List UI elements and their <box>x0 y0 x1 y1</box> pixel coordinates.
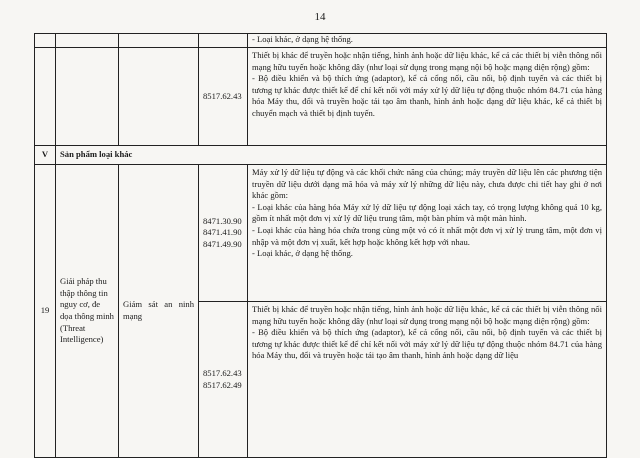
description-line: - Bộ điều khiển và bộ thích ứng (adaptor), kể cả cổng nối, cầu nối, bộ định tuyến và các thiết bị tương tự khác được thiết kế để chỉ kết nối với máy xử lý dữ liệu tự động thuộc nhóm 84.71 của hàng hóa Máy thu, đổi và truyền hoặc tái tạo âm thanh, hình ảnh hoặc dạng dữ liệu <box>252 327 602 361</box>
product-name: Giải pháp thu thập thông tin nguy cơ, đe dọa thông minh (Threat Intelligence) <box>56 165 119 458</box>
description-line: Thiết bị khác để truyền hoặc nhận tiếng, hình ảnh hoặc dữ liệu khác, kể cả các thiết bị viễn thông nối mạng hữu tuyến hoặc không dây (như loại sử dụng trong mạng nội bộ hoặc mạng diện rộng) gồm: <box>252 304 602 326</box>
description-line: Máy xử lý dữ liệu tự động và các khối chức năng của chúng; máy truyền dữ liệu lên các phương tiện truyền dữ liệu dưới dạng mã hóa và máy xử lý những dữ liệu này, chưa được chi tiết hay ghi ở nơi khác gồm: <box>252 167 602 201</box>
hs-code-cell <box>199 302 248 458</box>
section-number: V <box>35 146 56 165</box>
row-number: 19 <box>35 165 56 458</box>
product-function: Giám sát an ninh mạng <box>119 165 199 458</box>
hs-code-cell <box>199 165 248 302</box>
hs-code: 8471.49.90 <box>203 238 242 249</box>
hs-code: 8471.41.90 <box>203 227 242 238</box>
description-line: - Loại khác, ở dạng hệ thống. <box>252 248 353 259</box>
table-row <box>35 34 607 48</box>
hs-code: 8517.62.43 <box>203 90 242 101</box>
description-cell <box>248 34 607 48</box>
hs-code: 8517.62.43 <box>203 367 242 378</box>
table-row <box>35 165 607 302</box>
description-line: - Bộ điều khiển và bộ thích ứng (adaptor), kể cả cổng nối, cầu nối, bộ định tuyến và các thiết bị tương tự khác được thiết kế để chỉ kết nối với máy xử lý dữ liệu tự động thuộc nhóm 84.71 của hàng hóa Máy thu, đổi và truyền hoặc tái tạo âm thanh, hình ảnh hoặc dạng dữ liệu khác, kể cả thiết bị chuyển mạch và thiết bị định tuyến. <box>252 73 602 118</box>
description-line: - Loại khác của hàng hóa chứa trong cùng một vỏ có ít nhất một đơn vị xử lý trung tâm, một đơn vị nhập và một đơn vị xuất, kết hợp hoặc không kết hợp với nhau. <box>252 224 602 247</box>
hs-code: 8471.30.90 <box>203 215 242 226</box>
section-row <box>35 146 607 165</box>
table-row <box>35 48 607 146</box>
description-cell <box>248 302 607 458</box>
description-cell <box>248 165 607 302</box>
page-number: 14 <box>314 11 326 23</box>
description-line: - Loại khác của hàng hóa Máy xử lý dữ liệu tự động loại xách tay, có trọng lượng không quá 10 kg, gồm ít nhất một đơn vị xử lý dữ liệu trung tâm, một bàn phím và một màn hình. <box>252 201 602 224</box>
description-cell <box>248 48 607 146</box>
hs-code-cell <box>199 48 248 146</box>
hs-code: 8517.62.49 <box>203 379 242 390</box>
description-line: - Loại khác, ở dạng hệ thống. <box>252 34 353 44</box>
description-line: Thiết bị khác để truyền hoặc nhận tiếng, hình ảnh hoặc dữ liệu khác, kể cả các thiết bị viễn thông nối mạng hữu tuyến hoặc không dây (như loại sử dụng trong mạng nội bộ hoặc mạng diện rộng) gồm: <box>252 50 602 72</box>
section-title: Sản phẩm loại khác <box>56 146 607 165</box>
product-table <box>34 33 607 458</box>
